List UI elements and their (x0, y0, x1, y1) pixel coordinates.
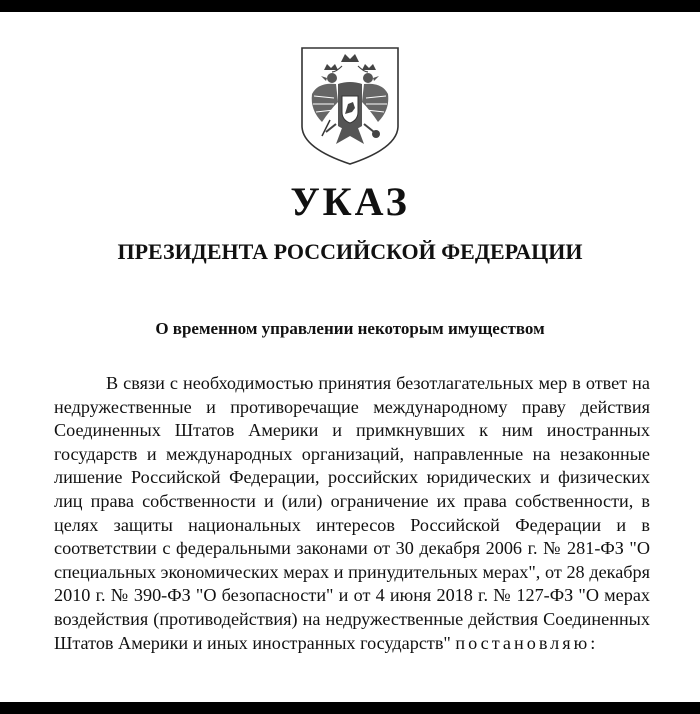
document-subtitle: ПРЕЗИДЕНТА РОССИЙСКОЙ ФЕДЕРАЦИИ (117, 239, 583, 264)
decree-body-text: В связи с необходимостью принятия безотлагательных мер в ответ на недружественные и противоречащие международному праву действия Соединенных Штатов Америки и примкнувших к ним иностранных государств и международных организаций, направленные на незаконные лишение Российской Федерации, российских юридических и физических лиц права собственности и (или) ограничение их права собственности, в целях защиты национальных интересов Российской Федерации и в соответствии с федеральными законами от 30 декабря 2006 г. № 281-ФЗ "О специальных экономических мерах и принудительных мерах", от 28 декабря 2010 г. № 390-ФЗ "О безопасности" и от 4 июня 2018 г. № 127-ФЗ "О мерах воздействия (противодействия) на недружественные действия Соединенных Штатов Америки и иных иностранных государств" (54, 373, 650, 653)
russian-coat-of-arms-icon (296, 40, 404, 168)
decree-word: постановляю: (455, 632, 599, 653)
decree-heading: О временном управлении некоторым имуществом (155, 319, 545, 338)
document-title: УКАЗ (290, 179, 410, 224)
decree-body (54, 372, 650, 655)
document-page (0, 12, 700, 702)
